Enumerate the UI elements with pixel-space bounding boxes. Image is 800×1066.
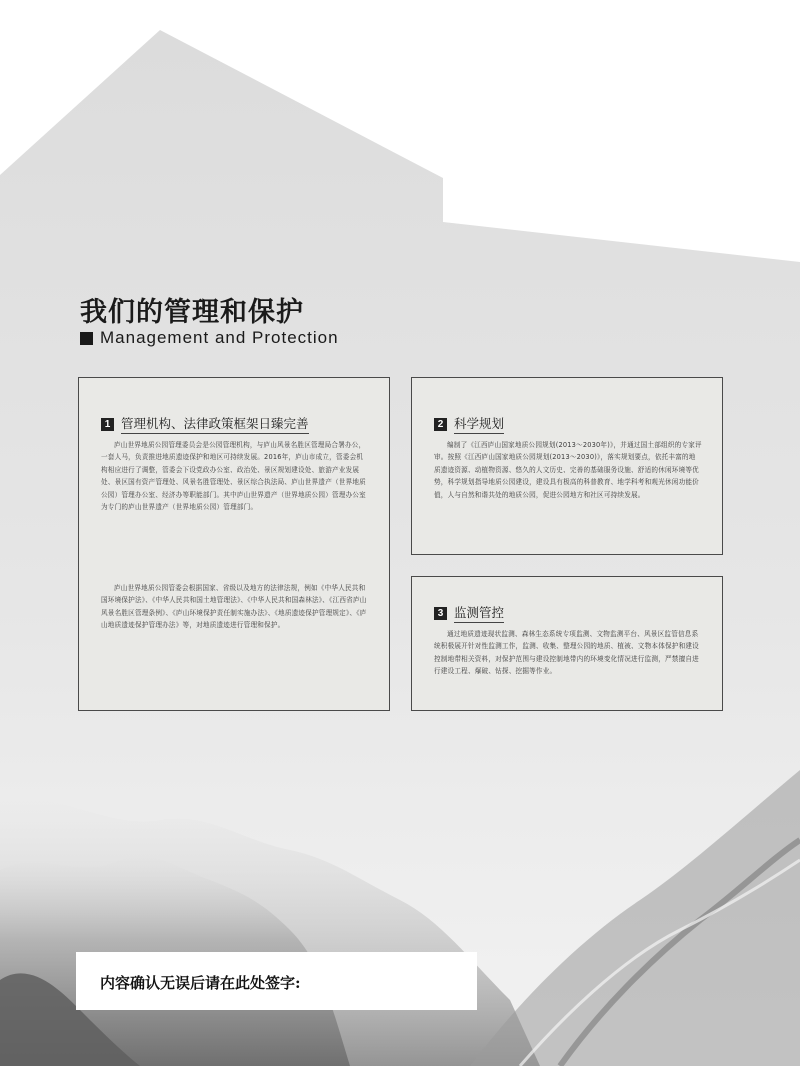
card-number-badge: 2 [434, 418, 447, 431]
signature-label: 内容确认无误后请在此处签字: [100, 974, 301, 992]
card-number-badge: 3 [434, 607, 447, 620]
signature-box[interactable] [76, 952, 477, 1010]
card-number-badge: 1 [101, 418, 114, 431]
card-scientific-planning [411, 377, 723, 555]
section-subtitle-text: Management and Protection [100, 328, 339, 347]
card-heading [101, 414, 309, 434]
card-paragraph: 通过地质遗迹现状监测、森林生态系统专项监测、文物监测平台、风景区监管信息系统积极展开针对性监测工作，监测、收集、整理公园的地质、植被、文物本体保护和建设控制地带相关资料，对保护范围与建设控制地带内的环境变化情况进行监测，严禁擅自进行建设工程、爆破、钻探、挖掘等作业。 [434, 630, 699, 676]
card-heading-text: 科学规划 [454, 414, 504, 434]
square-bullet-icon [80, 332, 93, 345]
section-title: 我们的管理和保护 [80, 297, 304, 328]
card-heading-text: 监测管控 [454, 603, 504, 623]
card-paragraph: 庐山世界地质公园管理委员会是公园管理机构，与庐山风景名胜区管理局合署办公，一套人马，负责推进地质遗迹保护和地区可持续发展。2016年，庐山市成立，管委会机构相应进行了调整，管委会下设党政办公室、政治处、景区规划建设处、旅游产业发展处、景区国有资产管理处、风景名胜管理处、景区综合执法局、庐山世界遗产（世界地质公园）管理办公室、经济办等职能部门。其中庐山世界遗产（世界地质公园）管理办公室为专门的庐山世界遗产（世界地质公园）管理部门。 [101, 441, 366, 512]
section-subtitle [80, 328, 339, 348]
card-heading-text: 管理机构、法律政策框架日臻完善 [121, 414, 309, 434]
card-heading [434, 603, 504, 623]
card-monitoring-control [411, 576, 723, 711]
card-management-institutions [78, 377, 390, 711]
card-paragraph: 庐山世界地质公园管委会根据国家、省级以及地方的法律法规，例如《中华人民共和国环境保护法》、《中华人民共和国土地管理法》、《中华人民共和国森林法》、《江西省庐山风景名胜区管理条例》、《庐山环境保护责任制实施办法》、《地质遗迹保护管理规定》、《庐山地质遗迹保护管理办法》等，对地质遗迹进行管理和保护。 [101, 584, 367, 630]
card-paragraph: 编制了《江西庐山国家地质公园规划(2013～2030年)》，并通过国土部组织的专家评审。按照《江西庐山国家地质公园规划(2013～2030)》，落实规划要点，依托丰富的地质遗迹资源、动植物资源、悠久的人文历史、完善的基础服务设施、舒适的休闲环境等优势，科学规划指导地质公园建设，建设具有极高的科普教育、地学科考和观光休闲功能价值，人与自然和谐共处的地质公园，促进公园地方和社区可持续发展。 [434, 441, 702, 499]
card-heading [434, 414, 504, 434]
